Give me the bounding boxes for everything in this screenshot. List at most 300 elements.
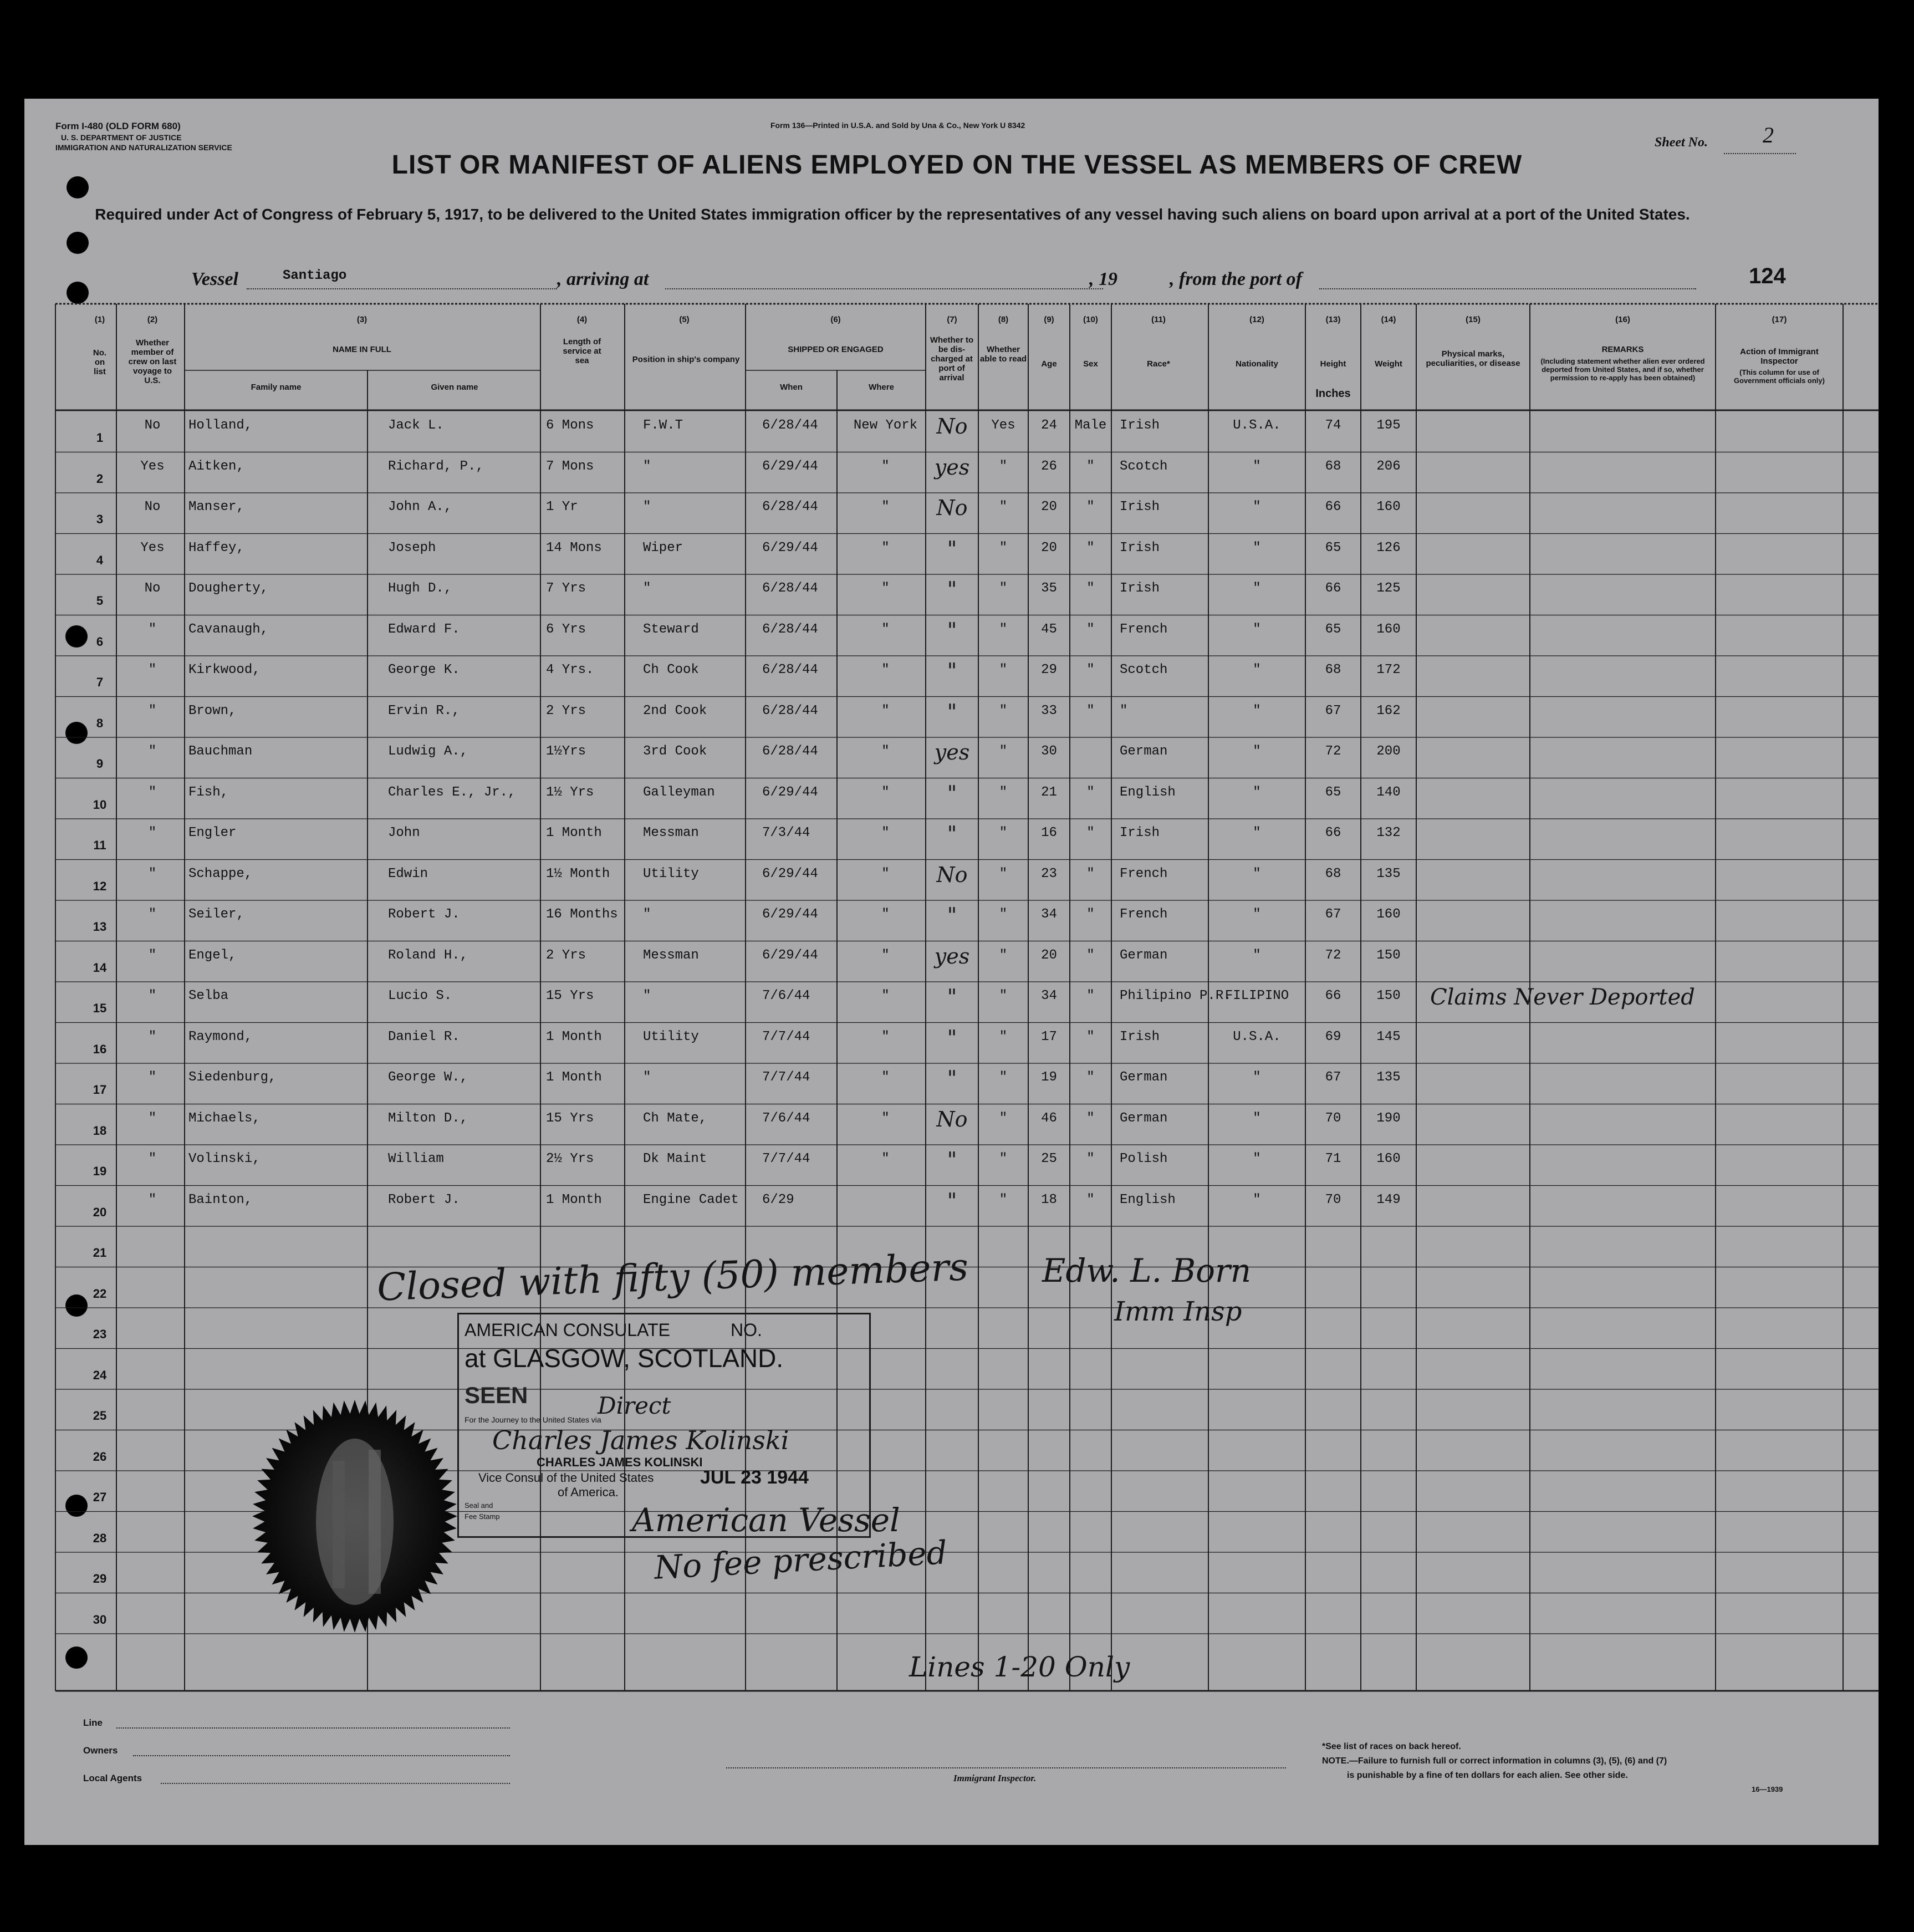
cell-crew: " [148,1151,157,1166]
footer-inspector-underline [726,1767,1286,1768]
cell-sex: " [1086,988,1095,1003]
cell-weight: 195 [1376,418,1401,433]
cell-read: " [999,499,1008,514]
cell-height: 67 [1325,1070,1341,1085]
cell-crew: " [148,866,157,881]
cell-nat: " [1253,744,1261,759]
cell-position: " [643,458,651,474]
cell-read: " [999,458,1008,474]
cell-race: French [1120,621,1168,637]
line-number: 20 [93,1205,107,1219]
sheet-number: 2 [1763,123,1774,147]
cell-given: George W., [388,1070,468,1085]
cell-crew: " [148,1110,157,1126]
no-fee-note: No fee prescribed [653,1533,948,1587]
cell-where: " [881,947,890,963]
cell-race: Irish [1120,418,1160,433]
cell-when: 6/29/44 [762,947,818,963]
cell-position: " [643,499,651,514]
cell-nat: " [1253,1192,1261,1207]
cell-age: 35 [1041,581,1057,596]
col3-family: Family name [251,383,302,392]
cell-given: Milton D., [388,1110,468,1126]
cell-sex: " [1086,581,1095,596]
line-number: 18 [93,1123,107,1138]
cell-weight: 150 [1376,988,1401,1003]
cell-family: Engler [188,825,237,840]
col1-label: No. on list [93,348,107,376]
american-vessel-note: American Vessel [632,1501,900,1539]
cell-disch: No [936,862,968,887]
cell-read: " [999,1029,1008,1044]
cell-given: Daniel R. [388,1029,460,1044]
cell-weight: 149 [1376,1192,1401,1207]
cell-read: " [999,1070,1008,1085]
cell-nat: " [1253,784,1261,800]
cell-crew: No [144,499,161,514]
col6-where: Where [869,383,894,392]
cell-height: 67 [1325,907,1341,922]
cell-family: Brown, [188,703,237,718]
cell-when: 7/6/44 [762,988,810,1003]
cell-read: " [999,703,1008,718]
cell-position: " [643,1070,651,1085]
cell-given: Joseph [388,540,436,555]
cell-read: " [999,581,1008,596]
footer-note1: *See list of races on back hereof. [1322,1742,1461,1751]
cell-height: 70 [1325,1110,1341,1126]
line-number: 1 [96,431,104,445]
cell-weight: 206 [1376,458,1401,474]
line-number: 6 [96,634,104,649]
cell-crew: No [144,581,161,596]
cell-sex: " [1086,1029,1095,1044]
cell-where: New York [853,418,918,433]
cell-service: 15 Yrs [546,1110,594,1126]
cell-age: 20 [1041,947,1057,963]
cell-height: 68 [1325,458,1341,474]
cell-given: William [388,1151,444,1166]
cell-crew: " [148,1029,157,1044]
cell-crew: " [148,988,157,1003]
cell-given: Robert J. [388,1192,460,1207]
cell-age: 20 [1041,499,1057,514]
year-label: , 19 [1089,269,1117,289]
col2-num: (2) [147,315,158,324]
cell-family: Dougherty, [188,581,269,596]
cell-service: 15 Yrs [546,988,594,1003]
cell-when: 6/28/44 [762,662,818,677]
cell-family: Volinski, [188,1151,261,1166]
footer-agents-label: Local Agents [83,1773,142,1783]
cell-service: 1½Yrs [546,744,586,759]
stamp-journey: For the Journey to the United States via [465,1415,601,1424]
cell-read: " [999,907,1008,922]
cell-service: 1½ Month [546,866,610,881]
cell-family: Siedenburg, [188,1070,277,1085]
col11-label: Race* [1147,359,1170,369]
cell-family: Fish, [188,784,229,800]
stamp-consul-name: CHARLES JAMES KOLINSKI [537,1455,703,1469]
cell-read: " [999,1110,1008,1126]
cell-height: 70 [1325,1192,1341,1207]
footer-note2: NOTE.—Failure to furnish full or correct information in columns (3), (5), (6) and (7) [1322,1756,1667,1766]
cell-given: Jack L. [388,418,444,433]
stamp-signature: Charles James Kolinski [492,1425,789,1455]
cell-family: Selba [188,988,229,1003]
line-number: 27 [93,1490,107,1504]
cell-sex: " [1086,458,1095,474]
cell-service: 16 Months [546,907,618,922]
cell-weight: 126 [1376,540,1401,555]
cell-weight: 160 [1376,907,1401,922]
line-number: 25 [93,1409,107,1423]
cell-nat: " [1253,1151,1261,1166]
cell-given: Edwin [388,866,428,881]
col17-num: (17) [1772,315,1787,324]
cell-crew: No [144,418,161,433]
col15-num: (15) [1466,315,1481,324]
cell-disch: " [947,985,957,1009]
cell-crew: " [148,1070,157,1085]
col16-note: (Including statement whether alien ever ordered deported from United States, and if so, whether permission to re-apply has been obtained) [1540,357,1705,382]
col8-label: Whether able to read [979,345,1027,364]
cell-disch: No [936,1107,968,1131]
cell-crew: " [148,703,157,718]
cell-height: 66 [1325,825,1341,840]
cell-when: 6/29/44 [762,907,818,922]
cell-read: " [999,866,1008,881]
cell-race: Irish [1120,499,1160,514]
cell-age: 33 [1041,703,1057,718]
cell-read: Yes [991,418,1015,433]
printer-line: Form 136—Printed in U.S.A. and Sold by Una & Co., New York U 8342 [770,121,1025,130]
cell-given: Richard, P., [388,458,484,474]
cell-sex: " [1086,907,1095,922]
cell-crew: " [148,744,157,759]
cell-crew: " [148,1192,157,1207]
cell-sex: " [1086,1151,1095,1166]
cell-race: Irish [1120,540,1160,555]
cell-race: German [1120,1070,1168,1085]
cell-service: 1 Yr [546,499,578,514]
cell-nat: " [1253,540,1261,555]
cell-disch: " [947,699,957,724]
sheet-label: Sheet No. [1655,135,1708,150]
cell-sex: " [1086,1192,1095,1207]
line-number: 5 [96,594,104,608]
cell-given: Hugh D., [388,581,452,596]
col11-num: (11) [1151,315,1166,324]
col6-when: When [780,383,803,392]
cell-where: " [881,662,890,677]
vessel-name: Santiago [283,268,347,283]
cell-position: F.W.T [643,418,683,433]
lines-only-note: Lines 1-20 Only [909,1651,1130,1683]
cell-service: 6 Yrs [546,621,586,637]
cell-read: " [999,540,1008,555]
cell-read: " [999,825,1008,840]
col10-num: (10) [1083,315,1098,324]
col5-num: (5) [679,315,690,324]
cell-age: 24 [1041,418,1057,433]
cell-weight: 135 [1376,866,1401,881]
cell-crew: " [148,907,157,922]
footer-owners-label: Owners [83,1745,118,1756]
cell-when: 7/6/44 [762,1110,810,1126]
cell-disch: yes [934,740,970,764]
cell-crew: Yes [140,458,165,474]
cell-where: " [881,458,890,474]
cell-nat: " [1253,703,1261,718]
cell-nat: " [1253,581,1261,596]
cell-when: 6/29 [762,1192,794,1207]
cell-sex: " [1086,866,1095,881]
stamp-location: at GLASGOW, SCOTLAND. [465,1344,784,1373]
cell-weight: 190 [1376,1110,1401,1126]
cell-weight: 140 [1376,784,1401,800]
cell-when: 6/29/44 [762,458,818,474]
cell-where: " [881,621,890,637]
cell-height: 72 [1325,947,1341,963]
cell-race: German [1120,1110,1168,1126]
cell-nat: U.S.A. [1233,418,1281,433]
cell-disch: No [936,414,968,439]
cell-disch: " [947,1148,957,1172]
cell-sex: " [1086,825,1095,840]
cell-when: 6/28/44 [762,744,818,759]
form-subtitle: Required under Act of Congress of February 5, 1917, to be delivered to the United States immigration officer by the representatives of any vessel having such aliens on board upon arrival at a port of the United States. [95,206,1690,223]
line-number: 7 [96,675,104,689]
cell-nat: " [1253,499,1261,514]
cell-nat: " [1253,1110,1261,1126]
cell-position: Dk Maint [643,1151,707,1166]
stamp-seen: SEEN [465,1382,528,1408]
cell-where: " [881,1029,890,1044]
cell-height: 72 [1325,744,1341,759]
cell-position: Ch Mate, [643,1110,707,1126]
line-number: 3 [96,512,104,526]
cell-given: Roland H., [388,947,468,963]
cell-family: Bauchman [188,744,253,759]
cell-age: 34 [1041,907,1057,922]
line-number: 24 [93,1368,107,1382]
cell-given: John [388,825,420,840]
cell-when: 6/28/44 [762,499,818,514]
cell-height: 66 [1325,988,1341,1003]
cell-read: " [999,784,1008,800]
cell-position: Ch Cook [643,662,699,677]
cell-sex: " [1086,947,1095,963]
cell-race: English [1120,1192,1176,1207]
col9-label: Age [1041,359,1057,369]
cell-where: " [881,784,890,800]
cell-sex: " [1086,1110,1095,1126]
embossed-seal [238,1394,471,1638]
footer-agents-underline [161,1783,510,1784]
cell-where: " [881,907,890,922]
cell-race: German [1120,744,1168,759]
cell-weight: 162 [1376,703,1401,718]
cell-family: Michaels, [188,1110,261,1126]
vessel-label: Vessel [191,269,238,289]
cell-age: 16 [1041,825,1057,840]
cell-disch: " [947,618,957,643]
cell-sex: " [1086,499,1095,514]
cell-given: Charles E., Jr., [388,784,516,800]
col3-num: (3) [356,315,368,324]
cell-race: French [1120,866,1168,881]
line-number: 28 [93,1531,107,1545]
col17-label: Action of Immigrant Inspector [1740,347,1819,366]
cell-disch: " [947,781,957,806]
footer-owners-underline [133,1755,510,1756]
cell-service: 2 Yrs [546,703,586,718]
cell-age: 19 [1041,1070,1057,1085]
cell-race: Scotch [1120,662,1168,677]
footer-line-underline [116,1727,510,1729]
arriving-label: , arriving at [557,269,649,289]
col14-label: Weight [1375,359,1402,369]
cell-height: 65 [1325,540,1341,555]
cell-disch: " [947,659,957,683]
cell-position: " [643,907,651,922]
cell-where: " [881,1070,890,1085]
cell-service: 7 Yrs [546,581,586,596]
cell-where: " [881,581,890,596]
line-number: 23 [93,1327,107,1341]
cell-height: 69 [1325,1029,1341,1044]
col4-label: Length of service at sea [563,337,601,365]
cell-position: Galleyman [643,784,715,800]
cell-family: Schappe, [188,866,253,881]
cell-remarks: Claims Never Deported [1430,985,1695,1010]
col9-num: (9) [1044,315,1054,324]
line-number: 2 [96,471,104,486]
col14-num: (14) [1381,315,1396,324]
cell-nat: U.S.A. [1233,1029,1281,1044]
cell-family: Haffey, [188,540,244,555]
cell-given: Lucio S. [388,988,452,1003]
stamp-fee: Seal and Fee Stamp [465,1501,500,1521]
cell-age: 17 [1041,1029,1057,1044]
cell-family: Engel, [188,947,237,963]
cell-when: 6/28/44 [762,581,818,596]
col16-num: (16) [1615,315,1630,324]
line-number: 12 [93,879,107,893]
cell-service: 2½ Yrs [546,1151,594,1166]
cell-crew: " [148,947,157,963]
cell-when: 7/7/44 [762,1151,810,1166]
col15-label: Physical marks, peculiarities, or disease [1426,349,1520,368]
cell-crew: Yes [140,540,165,555]
cell-position: Wiper [643,540,683,555]
cell-service: 6 Mons [546,418,594,433]
cell-height: 68 [1325,866,1341,881]
cell-given: George K. [388,662,460,677]
cell-height: 65 [1325,621,1341,637]
col7-label: Whether to be dis-charged at port of arrival [930,335,974,383]
line-number: 16 [93,1042,107,1056]
cell-age: 30 [1041,744,1057,759]
stamp-date: JUL 23 1944 [700,1467,809,1488]
cell-disch: No [936,496,968,520]
cell-sex: " [1086,1070,1095,1085]
cell-when: 7/7/44 [762,1070,810,1085]
cell-nat: " [1253,1070,1261,1085]
cell-nat: " [1253,866,1261,881]
cell-where: " [881,866,890,881]
col17-note: (This column for use of Government officials only) [1734,368,1825,385]
cell-age: 46 [1041,1110,1057,1126]
cell-nat: FILIPINO [1224,988,1289,1003]
cell-service: 14 Mons [546,540,602,555]
stamp-consul-title: Vice Consul of the United States [478,1471,654,1485]
line-number: 22 [93,1286,107,1301]
cell-where: " [881,540,890,555]
cell-race: French [1120,907,1168,922]
cell-disch: " [947,1025,957,1050]
col3-given: Given name [431,383,478,392]
cell-race: English [1120,784,1176,800]
cell-nat: " [1253,825,1261,840]
cell-disch: " [947,577,957,601]
stamp-no-label: NO. [731,1320,762,1340]
cell-service: 1 Month [546,825,602,840]
form-title: LIST OR MANIFEST OF ALIENS EMPLOYED ON THE VESSEL AS MEMBERS OF CREW [391,150,1523,180]
cell-position: " [643,581,651,596]
cell-crew: " [148,784,157,800]
cell-when: 6/29/44 [762,784,818,800]
cell-disch: " [947,903,957,927]
line-number: 8 [96,716,104,730]
cell-family: Seiler, [188,907,244,922]
col13-label: Height [1320,359,1346,369]
cell-age: 21 [1041,784,1057,800]
cell-height: 66 [1325,581,1341,596]
col6-num: (6) [830,315,841,324]
cell-where: " [881,988,890,1003]
cell-read: " [999,744,1008,759]
cell-service: 1½ Yrs [546,784,594,800]
cell-service: 2 Yrs [546,947,586,963]
line-number: 29 [93,1572,107,1586]
cell-race: Irish [1120,581,1160,596]
cell-given: Ervin R., [388,703,460,718]
cell-service: 7 Mons [546,458,594,474]
col13-unit: Inches [1315,388,1351,400]
cell-position: Messman [643,825,699,840]
cell-weight: 160 [1376,499,1401,514]
line-number: 30 [93,1612,107,1627]
col6-label: SHIPPED OR ENGAGED [788,345,884,354]
closed-note: Closed with fifty (50) members [376,1245,969,1310]
cell-age: 26 [1041,458,1057,474]
cell-read: " [999,947,1008,963]
cell-age: 20 [1041,540,1057,555]
cell-nat: " [1253,907,1261,922]
cell-race: Philipino P.R. [1120,988,1232,1003]
line-number: 10 [93,797,107,812]
line-number: 19 [93,1164,107,1178]
col13-num: (13) [1325,315,1341,324]
cell-weight: 125 [1376,581,1401,596]
col16-label: REMARKS [1601,345,1644,354]
cell-sex: " [1086,703,1095,718]
cell-age: 23 [1041,866,1057,881]
cell-race: Irish [1120,825,1160,840]
department: U. S. DEPARTMENT OF JUSTICE [61,133,182,142]
